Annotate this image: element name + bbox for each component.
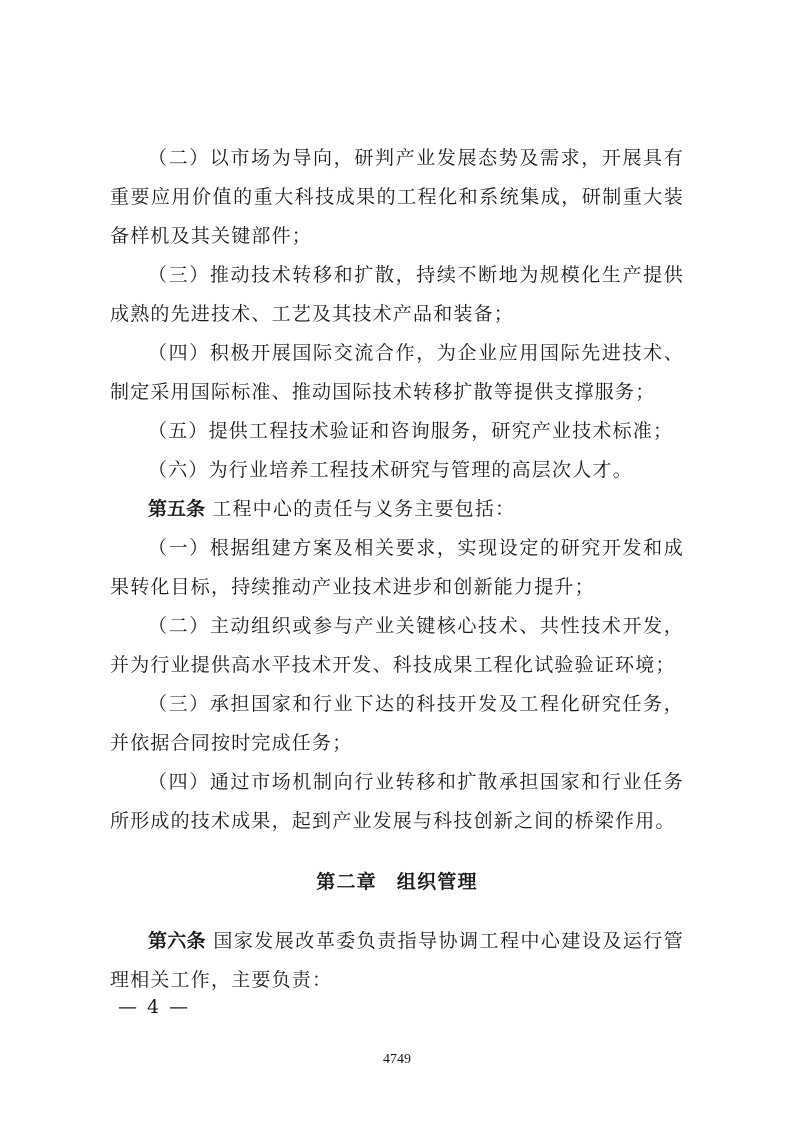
- paragraph: （四）通过市场机制向行业转移和扩散承担国家和行业任务所形成的技术成果，起到产业发展与科技创新之间的桥梁作用。: [110, 771, 684, 832]
- article-5-text: 工程中心的责任与义务主要包括：: [212, 498, 516, 520]
- article-5: [110, 490, 684, 529]
- article-5-head: 第五条: [148, 498, 206, 520]
- footer-number: 4749: [383, 1052, 411, 1067]
- paragraph: （二）主动组织或参与产业关键核心技术、共性技术开发，并为行业提供高水平技术开发、科技成果工程化试验验证环境；: [110, 615, 684, 676]
- paragraph: （一）根据组建方案及相关要求，实现设定的研究开发和成果转化目标，持续推动产业技术进步和创新能力提升；: [110, 537, 684, 598]
- article-6: [110, 922, 684, 1000]
- paragraph: （六）为行业培养工程技术研究与管理的高层次人才。: [148, 459, 633, 481]
- chapter-heading: [110, 863, 684, 902]
- chapter-title: 组织管理: [396, 871, 478, 893]
- paragraph: （二）以市场为导向，研判产业发展态势及需求，开展具有重要应用价值的重大科技成果的工程化和系统集成，研制重大装备样机及其关键部件；: [110, 147, 684, 247]
- article-6-head: 第六条: [148, 930, 206, 952]
- paragraph: （四）积极开展国际交流合作，为企业应用国际先进技术、制定采用国际标准、推动国际技术转移扩散等提供支撑服务；: [110, 342, 684, 403]
- paragraph: （五）提供工程技术验证和咨询服务，研究产业技术标准；: [148, 420, 674, 442]
- paragraph: （三）承担国家和行业下达的科技开发及工程化研究任务，并依据合同按时完成任务；: [110, 693, 684, 754]
- document-body: [110, 139, 684, 1000]
- article-6-text: 国家发展改革委负责指导协调工程中心建设及运行管理相关工作，主要负责：: [110, 930, 684, 991]
- chapter-number: 第二章: [316, 871, 377, 893]
- page-number: — 4 —: [118, 996, 191, 1018]
- paragraph: （三）推动技术转移和扩散，持续不断地为规模化生产提供成熟的先进技术、工艺及其技术产品和装备；: [110, 264, 684, 325]
